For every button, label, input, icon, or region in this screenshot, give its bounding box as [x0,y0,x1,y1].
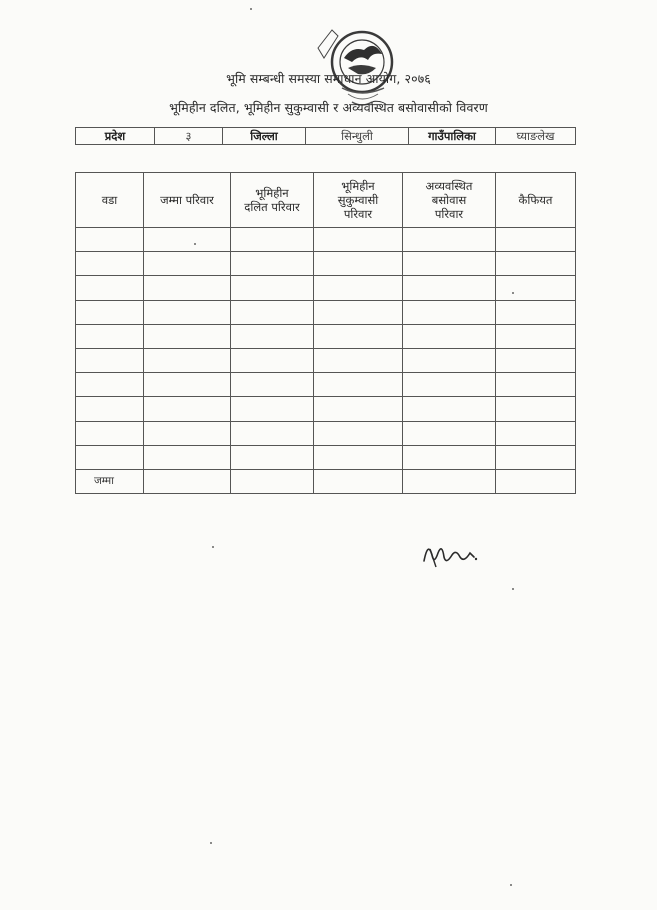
table-cell [314,276,403,300]
table-row [76,324,576,348]
table-cell [403,469,496,493]
district-value: सिन्धुली [306,128,409,145]
column-header-line: दलित परिवार [244,200,300,214]
table-cell [76,276,144,300]
table-cell [231,348,314,372]
scan-speck [210,842,212,844]
table-cell [314,397,403,421]
scan-speck [510,884,512,886]
table-cell [496,469,576,493]
column-header-line: परिवार [343,207,373,221]
municipality-label: गाउँपालिका [409,128,496,145]
column-header-ward [76,173,144,228]
table-row [76,252,576,276]
table-cell [496,276,576,300]
table-cell [144,300,231,324]
column-header-line: बसोवास [431,193,467,207]
document-subtitle: भूमिहीन दलित, भूमिहीन सुकुम्वासी र अव्यवस्थित बसोवासीको विवरण [169,100,488,115]
table-cell [231,397,314,421]
table-cell [144,324,231,348]
table-row [76,300,576,324]
column-header-total-families [144,173,231,228]
column-header-line: वडा [101,193,118,207]
table-cell [144,252,231,276]
table-cell [231,469,314,493]
table-cell [76,397,144,421]
column-header-line: कैफियत [518,193,553,207]
table-cell [403,276,496,300]
column-header-landless-dalit [231,173,314,228]
table-cell [231,373,314,397]
column-header-remarks [496,173,576,228]
table-row [76,228,576,252]
table-cell [314,445,403,469]
column-header-line: जम्मा परिवार [160,193,214,207]
location-info-table [75,127,576,145]
table-cell [403,300,496,324]
table-cell [76,445,144,469]
scan-speck [250,8,252,10]
table-cell [231,445,314,469]
table-header-row [76,173,576,228]
table-cell [314,228,403,252]
table-cell [403,252,496,276]
table-cell [231,276,314,300]
table-cell [231,421,314,445]
table-cell [76,421,144,445]
table-cell [314,324,403,348]
table-cell [76,228,144,252]
table-row [76,348,576,372]
table-cell [403,373,496,397]
table-cell [144,445,231,469]
column-header-line: परिवार [434,207,464,221]
table-cell [144,397,231,421]
table-cell [144,228,231,252]
table-cell [496,373,576,397]
table-cell [144,421,231,445]
table-row [76,445,576,469]
province-label: प्रदेश [76,128,155,145]
table-cell [496,397,576,421]
table-cell [314,252,403,276]
table-cell [496,445,576,469]
household-details-table [75,172,576,494]
table-cell [314,300,403,324]
table-cell [231,300,314,324]
signature-icon [418,535,480,573]
table-row [76,276,576,300]
table-cell [314,469,403,493]
table-cell [496,421,576,445]
table-cell [314,421,403,445]
scan-speck [512,292,514,294]
province-value: ३ [155,128,223,145]
table-cell [144,373,231,397]
table-cell [403,397,496,421]
table-cell [496,228,576,252]
table-cell [231,252,314,276]
table-cell [76,373,144,397]
table-cell [314,373,403,397]
column-header-landless-squatter [314,173,403,228]
total-row-label: जम्मा [76,469,144,493]
document-title: भूमि सम्बन्धी समस्या समाधान आयोग, २०७६ [226,71,431,86]
table-cell [76,348,144,372]
column-header-unmanaged-settler [403,173,496,228]
table-cell [403,228,496,252]
table-total-row [76,469,576,493]
official-seal-icon [312,18,412,110]
table-row [76,397,576,421]
table-cell [76,252,144,276]
table-cell [496,252,576,276]
table-cell [144,469,231,493]
table-cell [496,324,576,348]
table-cell [144,348,231,372]
location-info-row [76,128,576,145]
scan-speck [194,243,196,245]
table-cell [403,348,496,372]
table-cell [144,276,231,300]
table-body [76,228,576,494]
table-cell [231,324,314,348]
table-cell [76,300,144,324]
column-header-line: भूमिहीन [341,179,375,193]
scan-speck [212,546,214,548]
table-cell [403,421,496,445]
column-header-line: अव्यवस्थित [425,179,473,193]
table-cell [496,348,576,372]
table-cell [403,445,496,469]
district-label: जिल्ला [223,128,306,145]
table-row [76,421,576,445]
table-cell [403,324,496,348]
table-cell [314,348,403,372]
table-cell [231,228,314,252]
table-cell [496,300,576,324]
municipality-value: घ्याङलेख [496,128,576,145]
column-header-line: भूमिहीन [255,186,289,200]
scan-speck [512,588,514,590]
table-row [76,373,576,397]
table-cell [76,324,144,348]
column-header-line: सुकुम्वासी [337,193,379,207]
